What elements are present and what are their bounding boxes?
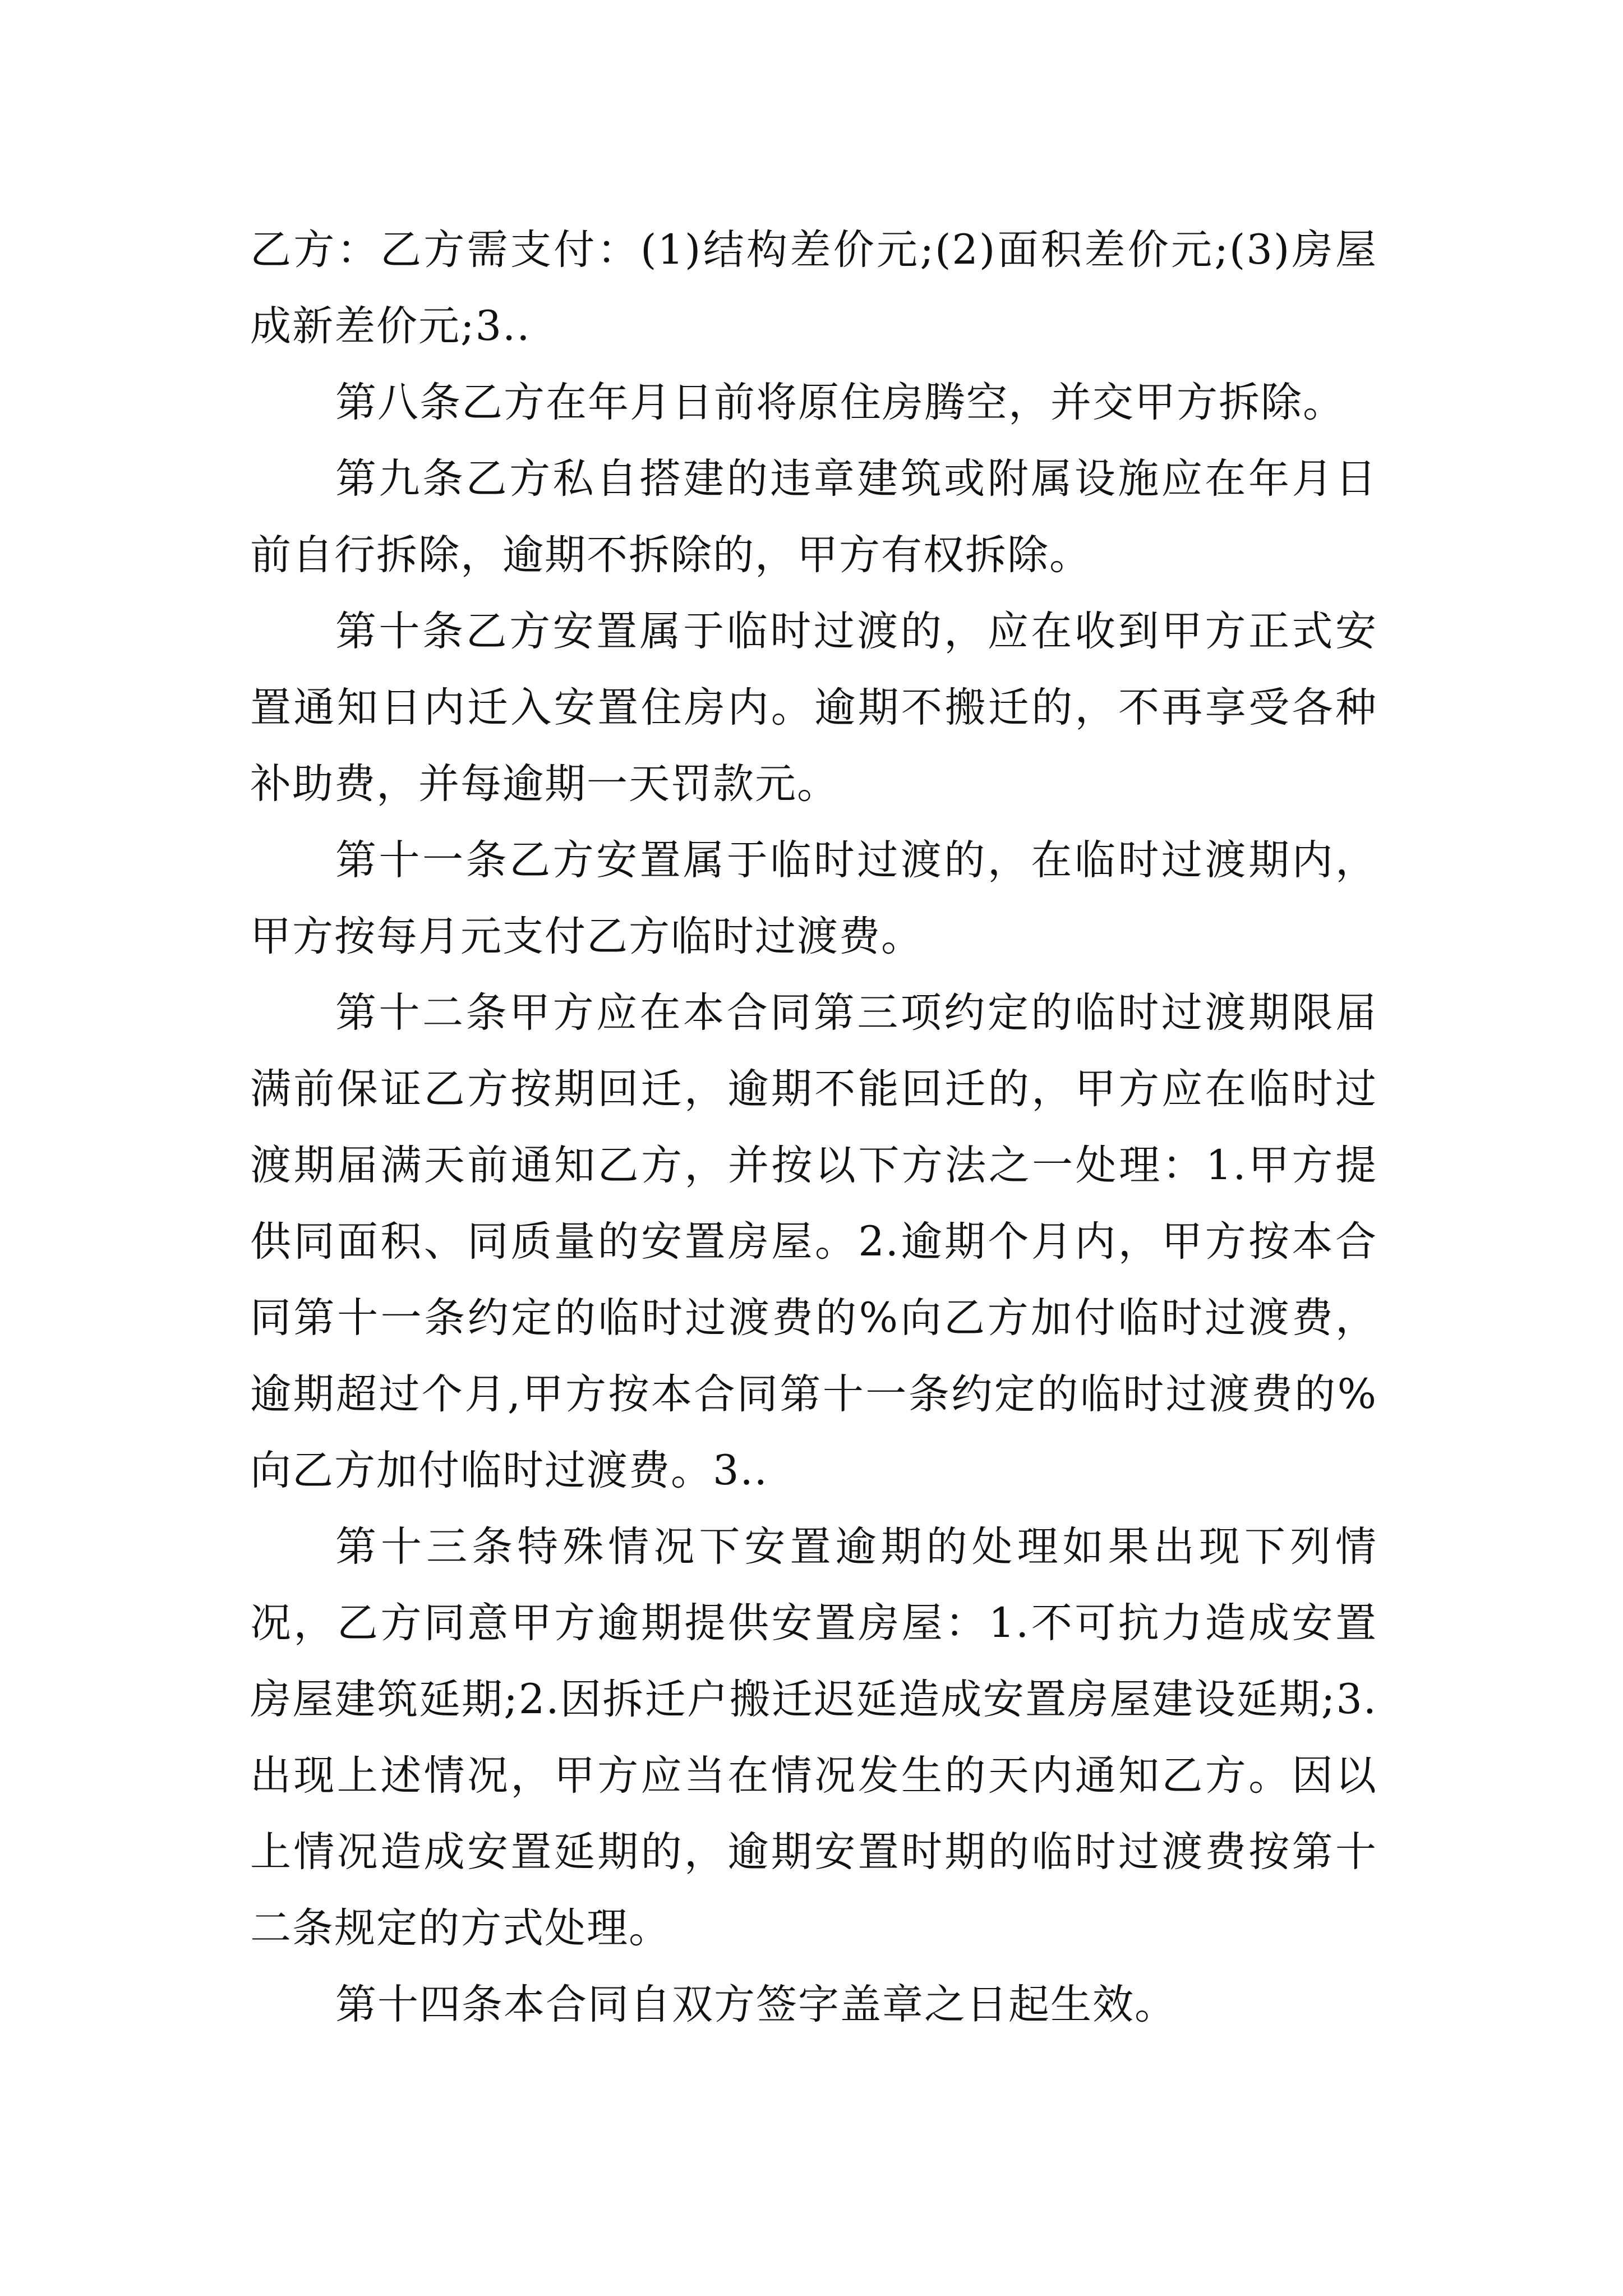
paragraph-article-10: 第十条乙方安置属于临时过渡的，应在收到甲方正式安置通知日内迁入安置住房内。逾期不搬迁的，不再享受各种补助费，并每逾期一天罚款元。 <box>250 608 1377 808</box>
paragraph-article-9: 第九条乙方私自搭建的违章建筑或附属设施应在年月日前自行拆除，逾期不拆除的，甲方有权拆除。 <box>250 455 1377 579</box>
paragraph-article-14: 第十四条本合同自双方签字盖章之日起生效。 <box>335 1981 1177 2028</box>
paragraph-payment: 乙方：乙方需支付：(1)结构差价元;(2)面积差价元;(3)房屋成新差价元;3.. <box>250 226 1377 350</box>
paragraph-article-12: 第十二条甲方应在本合同第三项约定的临时过渡期限届满前保证乙方按期回迁，逾期不能回迁的，甲方应在临时过渡期届满天前通知乙方，并按以下方法之一处理：1.甲方提供同面积、同质量的安置房屋。2.逾期个月内，甲方按本合同第十一条约定的临时过渡费的%向乙方加付临时过渡费，逾期超过个月,甲方按本合同第十一条约定的临时过渡费的%向乙方加付临时过渡费。3.. <box>250 989 1377 1494</box>
document-body <box>250 212 1377 2043</box>
paragraph-article-13: 第十三条特殊情况下安置逾期的处理如果出现下列情况，乙方同意甲方逾期提供安置房屋：1.不可抗力造成安置房屋建筑延期;2.因拆迁户搬迁迟延造成安置房屋建设延期;3.出现上述情况，甲方应当在情况发生的天内通知乙方。因以上情况造成安置延期的，逾期安置时期的临时过渡费按第十二条规定的方式处理。 <box>250 1523 1377 1952</box>
paragraph-article-11: 第十一条乙方安置属于临时过渡的，在临时过渡期内，甲方按每月元支付乙方临时过渡费。 <box>250 836 1377 960</box>
paragraph-article-8: 第八条乙方在年月日前将原住房腾空，并交甲方拆除。 <box>335 379 1345 426</box>
